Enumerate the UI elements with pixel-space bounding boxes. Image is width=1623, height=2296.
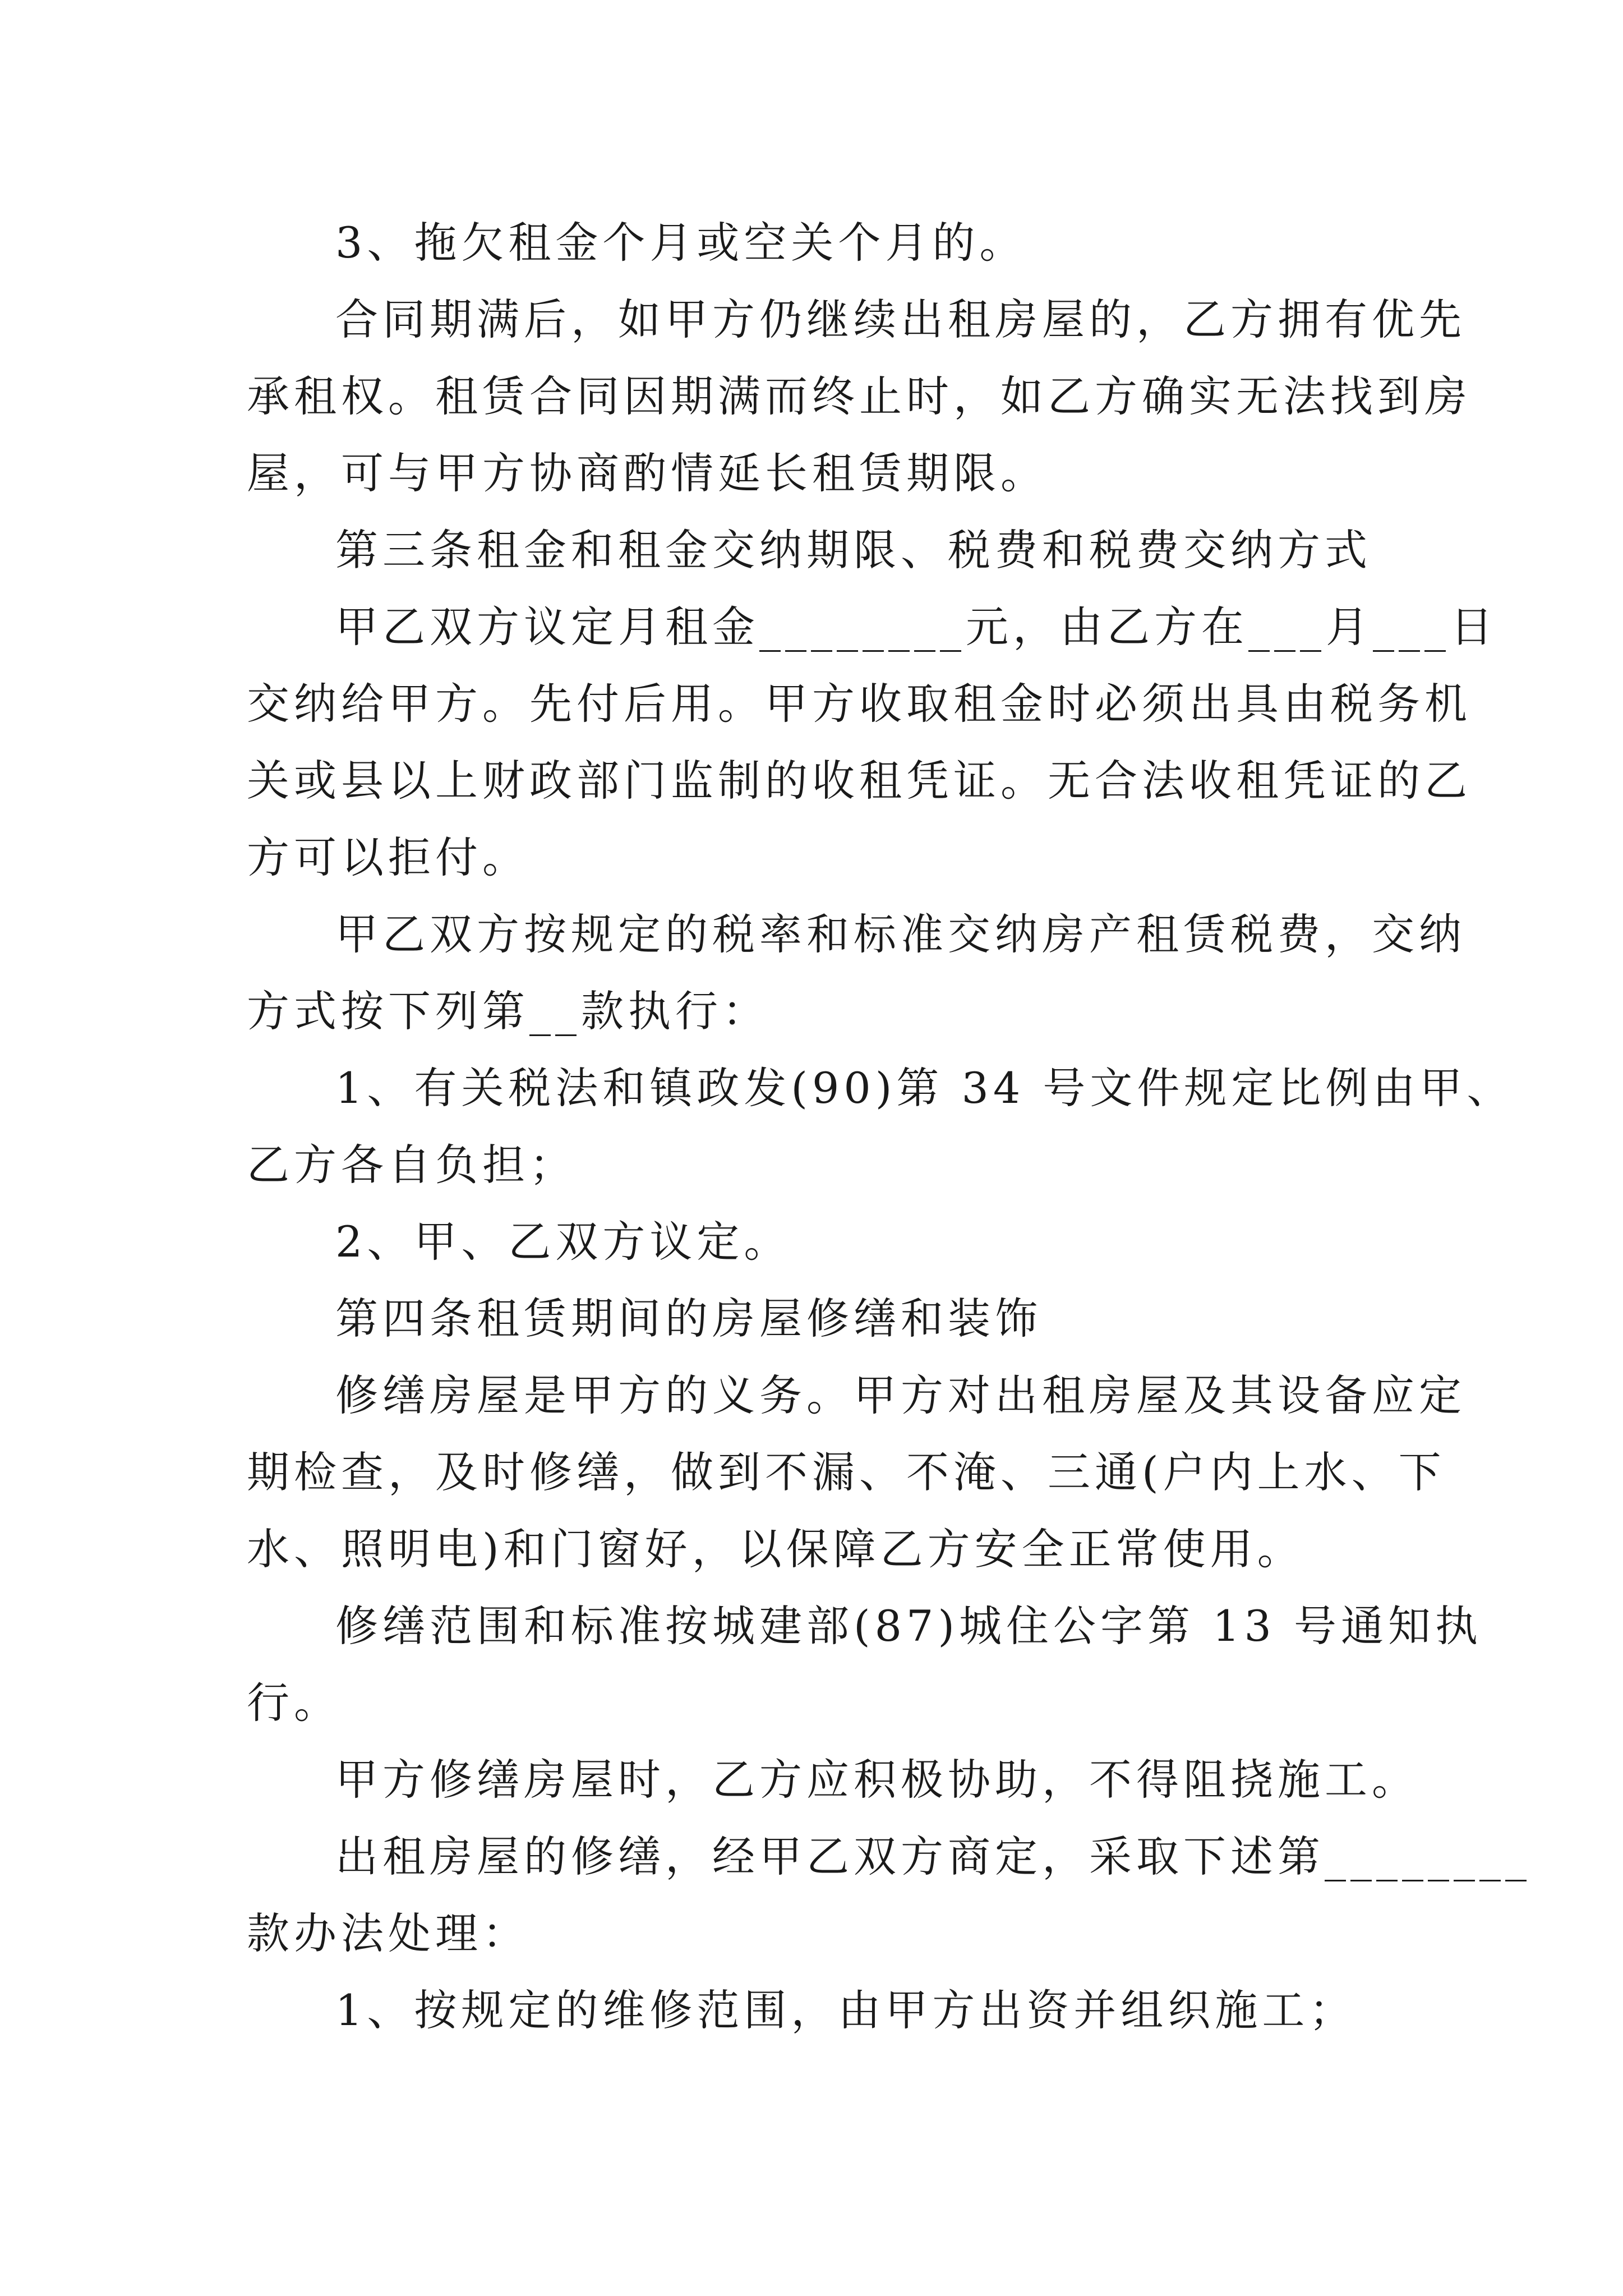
paragraph-line: 修缮范围和标准按城建部(87)城住公字第 13 号通知执	[335, 1601, 1483, 1651]
paragraph-line: 屋，可与甲方协商酌情延长租赁期限。	[247, 448, 1048, 498]
paragraph-line: 修缮房屋是甲方的义务。甲方对出租房屋及其设备应定	[335, 1370, 1466, 1420]
paragraph-line: 期检查，及时修缮，做到不漏、不淹、三通(户内上水、下	[247, 1447, 1446, 1497]
paragraph-line: 交纳给甲方。先付后用。甲方收取租金时必须出具由税务机	[247, 679, 1472, 729]
paragraph-line: 甲方修缮房屋时，乙方应积极协助，不得阻挠施工。	[335, 1755, 1419, 1805]
paragraph-line: 行。	[247, 1678, 341, 1728]
paragraph-line: 水、照明电)和门窗好，以保障乙方安全正常使用。	[247, 1524, 1304, 1574]
paragraph-line: 3、拖欠租金个月或空关个月的。	[335, 218, 1027, 268]
section-heading: 第四条租赁期间的房屋修缮和装饰	[335, 1294, 1042, 1343]
paragraph-line: 甲乙双方按规定的税率和标准交纳房产租赁税费，交纳	[335, 909, 1466, 959]
list-item-line: 1、有关税法和镇政发(90)第 34 号文件规定比例由甲、	[335, 1063, 1514, 1113]
list-item-line: 1、按规定的维修范围，由甲方出资并组织施工；	[335, 1985, 1357, 2035]
list-item-line: 2、甲、乙双方议定。	[335, 1217, 791, 1267]
paragraph-line: 方式按下列第__款执行：	[247, 986, 769, 1036]
paragraph-line: 合同期满后，如甲方仍继续出租房屋的，乙方拥有优先	[335, 295, 1466, 344]
paragraph-line: 甲乙双方议定月租金________元，由乙方在___月___日	[335, 602, 1497, 652]
paragraph-line: 出租房屋的修缮，经甲乙双方商定，采取下述第________	[335, 1832, 1531, 1881]
list-item-line: 乙方各自负担；	[247, 1140, 577, 1190]
section-heading: 第三条租金和租金交纳期限、税费和税费交纳方式	[335, 525, 1372, 575]
paragraph-line: 承租权。租赁合同因期满而终止时，如乙方确实无法找到房	[247, 371, 1472, 421]
paragraph-line: 款办法处理：	[247, 1908, 529, 1958]
paragraph-line: 关或县以上财政部门监制的收租凭证。无合法收租凭证的乙	[247, 756, 1472, 806]
paragraph-line: 方可以拒付。	[247, 832, 529, 882]
